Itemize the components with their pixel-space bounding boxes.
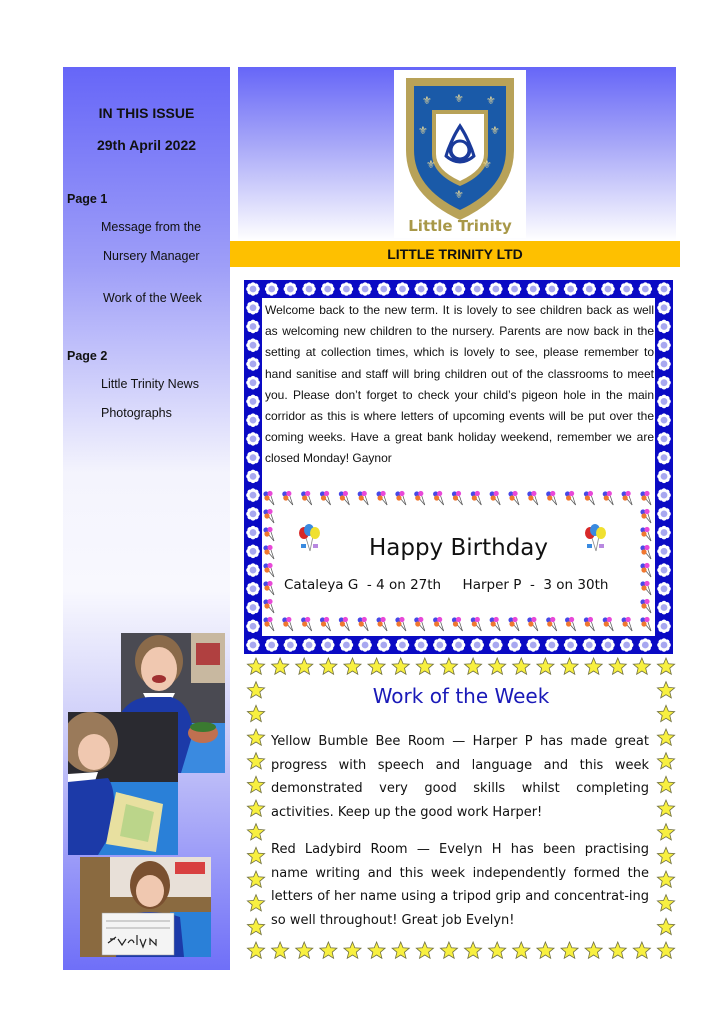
balloon-icon <box>339 617 350 631</box>
flower-icon <box>657 601 671 615</box>
balloon-icon <box>622 491 633 505</box>
flower-icon <box>657 432 671 446</box>
balloon-icon <box>527 617 538 631</box>
flower-icon <box>564 638 578 652</box>
flower-icon <box>396 638 410 652</box>
flower-icon <box>639 282 653 296</box>
company-banner: LITTLE TRINITY LTD <box>230 241 680 267</box>
flower-icon <box>246 470 260 484</box>
balloon-icon <box>263 509 274 523</box>
flower-icon <box>246 451 260 465</box>
star-icon <box>657 753 674 769</box>
balloon-icon <box>546 617 557 631</box>
balloon-icon <box>640 491 651 505</box>
balloon-icon <box>640 599 651 613</box>
manager-message: Welcome back to the new term. It is lovely to see children back as well as welcoming new children to the nursery. Parents are now back in the setting at collection times, which is lovely to see, please remember to hand sanitise and staff will bring children out of the classrooms to meet you. Please don’t forget to check your child’s pigeon hole in the main corridor as this is where letters of upcoming events will be put over the coming weeks. Have a great bank holiday weekend, remember we are closed Monday! Gaynor <box>265 303 654 466</box>
flower-icon <box>340 282 354 296</box>
balloon-border <box>262 488 655 636</box>
flower-icon <box>246 601 260 615</box>
flower-icon <box>582 282 596 296</box>
balloon-icon <box>395 617 406 631</box>
in-this-issue-sidebar <box>63 67 230 970</box>
star-icon <box>368 942 385 958</box>
star-icon <box>440 658 457 674</box>
balloon-icon <box>546 491 557 505</box>
svg-text:⚜: ⚜ <box>422 94 432 107</box>
balloon-icon <box>471 617 482 631</box>
star-icon <box>368 658 385 674</box>
balloon-icon <box>490 491 501 505</box>
balloon-icon <box>263 599 274 613</box>
star-icon <box>392 658 409 674</box>
star-icon <box>537 658 554 674</box>
flower-icon <box>246 619 260 633</box>
star-icon <box>513 942 530 958</box>
svg-text:⚜: ⚜ <box>482 158 492 171</box>
star-icon <box>320 658 337 674</box>
flower-icon <box>377 638 391 652</box>
flower-icon <box>433 282 447 296</box>
flower-icon <box>545 638 559 652</box>
flower-icon <box>657 638 671 652</box>
balloon-icon <box>339 491 350 505</box>
work-of-week-section <box>246 656 676 962</box>
flower-icon <box>246 545 260 559</box>
star-icon <box>440 942 457 958</box>
star-icon <box>657 729 674 745</box>
flower-icon <box>321 638 335 652</box>
balloon-icon <box>377 491 388 505</box>
star-icon <box>465 942 482 958</box>
star-icon <box>344 942 361 958</box>
flower-icon <box>657 619 671 633</box>
balloon-icon <box>358 617 369 631</box>
flower-icon <box>246 563 260 577</box>
flower-icon <box>396 282 410 296</box>
balloon-icon <box>640 563 651 577</box>
star-icon <box>657 942 674 958</box>
flower-icon <box>639 638 653 652</box>
issue-date: 29th April 2022 <box>96 137 197 153</box>
birthday-panel <box>262 488 655 636</box>
flower-icon <box>246 488 260 502</box>
svg-text:⚜: ⚜ <box>490 124 500 137</box>
balloon-icon <box>377 617 388 631</box>
sidebar-item-photographs: Photographs <box>101 406 172 420</box>
star-icon <box>633 942 650 958</box>
flower-icon <box>657 507 671 521</box>
svg-text:⚜: ⚜ <box>426 158 436 171</box>
flower-icon <box>526 282 540 296</box>
balloon-icon <box>640 617 651 631</box>
flower-icon <box>246 338 260 352</box>
balloon-icon <box>622 617 633 631</box>
flower-icon <box>433 638 447 652</box>
little-trinity-logo <box>394 70 526 238</box>
flower-icon <box>657 451 671 465</box>
star-icon <box>657 871 674 887</box>
star-icon <box>609 658 626 674</box>
flower-icon <box>657 582 671 596</box>
star-icon <box>344 658 361 674</box>
flower-icon <box>657 320 671 334</box>
flower-icon <box>246 301 260 315</box>
balloon-icon <box>508 617 519 631</box>
balloon-icon <box>301 617 312 631</box>
flower-icon <box>657 357 671 371</box>
star-icon <box>272 658 289 674</box>
flower-icon <box>452 282 466 296</box>
star-icon <box>585 658 602 674</box>
flower-icon <box>657 338 671 352</box>
flower-icon <box>246 582 260 596</box>
flower-icon <box>340 638 354 652</box>
svg-text:⚜: ⚜ <box>486 94 496 107</box>
balloon-icon <box>565 617 576 631</box>
balloon-icon <box>452 617 463 631</box>
sidebar-page-1-label: Page 1 <box>67 192 108 206</box>
star-icon <box>657 895 674 911</box>
balloon-icon <box>395 491 406 505</box>
flower-icon <box>526 638 540 652</box>
balloon-icon <box>320 491 331 505</box>
star-icon <box>247 918 264 934</box>
message-frame <box>244 280 673 654</box>
svg-text:⚜: ⚜ <box>454 188 464 201</box>
balloon-icon <box>640 581 651 595</box>
flower-icon <box>265 638 279 652</box>
star-icon <box>247 753 264 769</box>
flower-icon <box>657 563 671 577</box>
star-icon <box>247 871 264 887</box>
flower-icon <box>601 638 615 652</box>
logo-text: Little Trinity <box>408 217 512 235</box>
flower-icon <box>358 282 372 296</box>
star-icon <box>416 942 433 958</box>
star-icon <box>561 658 578 674</box>
flower-icon <box>657 301 671 315</box>
star-icon <box>247 824 264 840</box>
star-icon <box>416 658 433 674</box>
flower-icon <box>582 638 596 652</box>
balloon-icon <box>584 617 595 631</box>
flower-icon <box>508 638 522 652</box>
star-icon <box>609 942 626 958</box>
balloon-icon <box>565 491 576 505</box>
flower-icon <box>452 638 466 652</box>
flower-icon <box>657 488 671 502</box>
star-icon <box>513 658 530 674</box>
balloon-icon <box>263 563 274 577</box>
star-icon <box>247 800 264 816</box>
birthday-title: Happy Birthday <box>368 535 549 561</box>
star-icon <box>247 729 264 745</box>
balloon-icon <box>320 617 331 631</box>
flower-icon <box>302 282 316 296</box>
work-of-week-title: Work of the Week <box>372 684 550 708</box>
star-icon <box>320 942 337 958</box>
flower-icon <box>508 282 522 296</box>
star-icon <box>657 918 674 934</box>
flower-icon <box>414 282 428 296</box>
balloon-icon <box>301 491 312 505</box>
flower-icon <box>284 282 298 296</box>
flower-icon <box>414 638 428 652</box>
flower-icon <box>246 395 260 409</box>
flower-icon <box>246 432 260 446</box>
flower-icon <box>358 638 372 652</box>
star-icon <box>247 895 264 911</box>
flower-icon <box>564 282 578 296</box>
child-with-name-sheet-photo <box>80 857 211 957</box>
flower-icon <box>246 320 260 334</box>
flower-icon <box>246 376 260 390</box>
star-icon <box>489 942 506 958</box>
flower-icon <box>545 282 559 296</box>
balloon-icon <box>508 491 519 505</box>
work-of-week-paragraph-1: Yellow Bumble Bee Room — Harper P has made great progress with speech and language and this week demonstrated very good skills whilst completing activities. Keep up the good work Harper! <box>271 734 649 820</box>
flower-icon <box>657 282 671 296</box>
sidebar-item-nursery-manager: Nursery Manager <box>103 249 200 263</box>
balloon-icon <box>358 491 369 505</box>
flower-icon <box>246 413 260 427</box>
star-icon <box>657 847 674 863</box>
message-panel <box>262 298 655 636</box>
star-icon <box>657 800 674 816</box>
flower-icon <box>489 638 503 652</box>
balloon-icon <box>603 491 614 505</box>
sidebar-item-message: Message from the <box>101 220 202 234</box>
flower-icon <box>470 282 484 296</box>
balloon-icon <box>263 491 274 505</box>
balloon-icon <box>490 617 501 631</box>
flower-icon <box>620 282 634 296</box>
star-icon <box>296 658 313 674</box>
flower-icon <box>284 638 298 652</box>
star-icon <box>247 658 264 674</box>
flower-icon <box>601 282 615 296</box>
balloon-icon <box>640 509 651 523</box>
balloon-icon <box>263 617 274 631</box>
star-icon <box>465 658 482 674</box>
balloon-icon <box>603 617 614 631</box>
balloon-icon <box>414 491 425 505</box>
star-icon <box>247 776 264 792</box>
flower-icon <box>246 357 260 371</box>
sidebar-heading: IN THIS ISSUE <box>98 105 195 121</box>
flower-icon <box>657 376 671 390</box>
child-with-map-photo <box>68 712 178 855</box>
star-icon <box>537 942 554 958</box>
flower-icon <box>377 282 391 296</box>
balloon-icon <box>471 491 482 505</box>
balloon-icon <box>527 491 538 505</box>
star-icon <box>633 658 650 674</box>
star-icon <box>657 824 674 840</box>
svg-text:⚜: ⚜ <box>418 124 428 137</box>
star-icon <box>489 658 506 674</box>
balloon-icon <box>282 491 293 505</box>
flower-icon <box>246 507 260 521</box>
star-icon <box>247 942 264 958</box>
newsletter-header <box>238 67 676 241</box>
svg-text:⚜: ⚜ <box>454 92 464 105</box>
balloon-icon <box>263 581 274 595</box>
flower-icon <box>246 526 260 540</box>
flower-icon <box>657 545 671 559</box>
balloon-icon <box>433 617 444 631</box>
flower-icon <box>246 638 260 652</box>
flower-icon <box>489 282 503 296</box>
balloon-icon <box>282 617 293 631</box>
star-icon <box>272 942 289 958</box>
flower-icon <box>657 526 671 540</box>
flower-icon <box>321 282 335 296</box>
star-icon <box>392 942 409 958</box>
star-icon <box>657 658 674 674</box>
sidebar-page-2-label: Page 2 <box>67 349 108 363</box>
flower-icon <box>470 638 484 652</box>
flower-icon <box>657 470 671 484</box>
flower-icon <box>657 395 671 409</box>
star-icon <box>296 942 313 958</box>
star-icon <box>247 847 264 863</box>
flower-icon <box>302 638 316 652</box>
flower-icon <box>246 282 260 296</box>
flower-icon <box>265 282 279 296</box>
balloon-icon <box>452 491 463 505</box>
work-of-week-paragraph-2: Red Ladybird Room — Evelyn H has been practising name writing and this week independently formed the letters of her name using a tripod grip and concentrat-ing so well throughout! Great job Evelyn! <box>271 842 649 928</box>
star-icon <box>585 942 602 958</box>
sidebar-item-news: Little Trinity News <box>101 377 199 391</box>
flower-icon <box>657 413 671 427</box>
flower-icon <box>620 638 634 652</box>
balloon-icon <box>584 491 595 505</box>
star-icon <box>657 776 674 792</box>
balloon-icon <box>414 617 425 631</box>
sidebar-item-work-of-week: Work of the Week <box>103 291 202 305</box>
star-icon <box>561 942 578 958</box>
balloon-icon <box>433 491 444 505</box>
birthday-names: Cataleya G - 4 on 27th Harper P - 3 on 30th <box>284 577 609 593</box>
